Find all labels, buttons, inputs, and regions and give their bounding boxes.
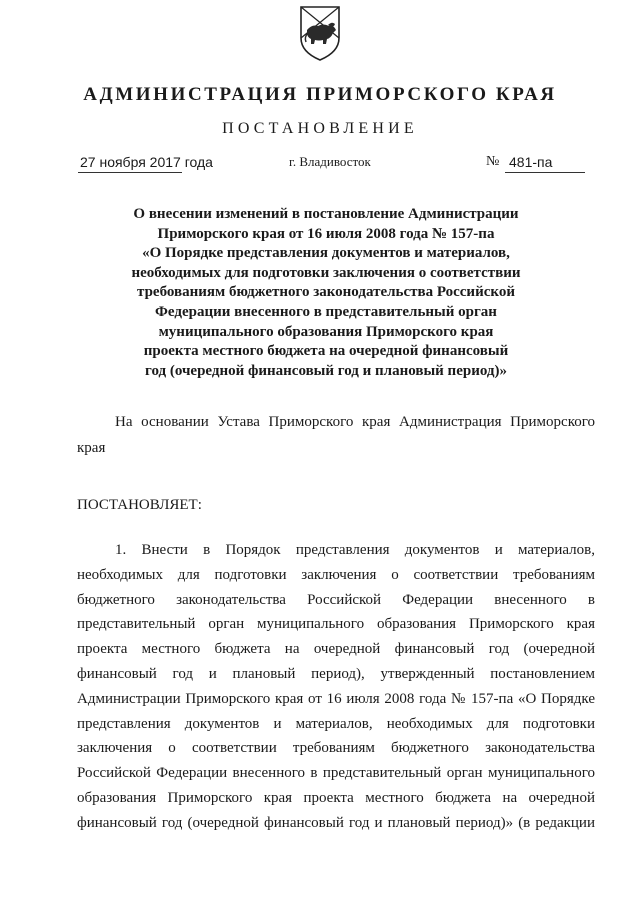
title-line: муниципального образования Приморского края [158, 323, 494, 340]
paragraph-line: бюджетного законодательства Российской Федерации внесенного в [77, 591, 595, 608]
paragraph-line: Российской Федерации внесенного в представительный орган муниципального [77, 765, 595, 782]
document-city: г. Владивосток [289, 154, 371, 169]
document-number: 481-па [509, 154, 553, 170]
paragraph-line: Администрации Приморского края от 16 июля 2008 года № 157-па «О Порядке [77, 690, 595, 707]
basis-line: На основании Устава Приморского края Администрация Приморского [115, 414, 595, 430]
title-line: проекта местного бюджета на очередной финансовый [143, 343, 509, 360]
document-title [110, 205, 542, 381]
paragraph-line: представления документов и материалов, необходимых для подготовки [77, 715, 595, 732]
number-underline [505, 172, 585, 173]
title-line: О внесении изменений в постановление Администрации [133, 206, 519, 222]
paragraph-line: финансовый год и плановый период), утвержденный постановлением [77, 665, 595, 682]
title-line: необходимых для подготовки заключения о соответствии [131, 264, 521, 281]
title-line: Федерации внесенного в представительный орган [155, 303, 497, 320]
paragraph-line: необходимых для подготовки заключения о соответствии требованиям [77, 566, 595, 583]
title-line: год (очередной финансовый год и плановый период)» [145, 362, 507, 379]
document-type: ПОСТАНОВЛЕНИЕ [222, 120, 418, 137]
title-line: «О Порядке представления документов и материалов, [142, 245, 510, 262]
coat-of-arms-icon [298, 4, 342, 62]
agency-name: АДМИНИСТРАЦИЯ ПРИМОРСКОГО КРАЯ [83, 84, 557, 105]
number-label: № [486, 154, 500, 169]
paragraph-line: финансовый год (очередной финансовый год и плановый период)» (в редакции [77, 814, 595, 831]
document-date: 27 ноября 2017 года [80, 154, 213, 170]
paragraph-line: представительный орган муниципального образования Приморского края [77, 616, 595, 633]
date-underline [78, 172, 182, 173]
paragraph-line: образования Приморского края проекта местного бюджета на очередной [77, 789, 595, 806]
paragraph-line: 1. Внести в Порядок представления документов и материалов, [115, 542, 595, 558]
title-line: требованиям бюджетного законодательства Российской [137, 284, 515, 301]
decree-heading: ПОСТАНОВЛЯЕТ: [77, 497, 202, 513]
paragraph-line: проекта местного бюджета на очередной финансовый год (очередной [77, 641, 595, 658]
paragraph-line: заключения о соответствии требованиям бюджетного законодательства [77, 740, 595, 757]
paragraph-1 [77, 538, 595, 836]
title-line: Приморского края от 16 июля 2008 года № 157-па [157, 225, 495, 242]
basis-line: края [77, 440, 106, 456]
